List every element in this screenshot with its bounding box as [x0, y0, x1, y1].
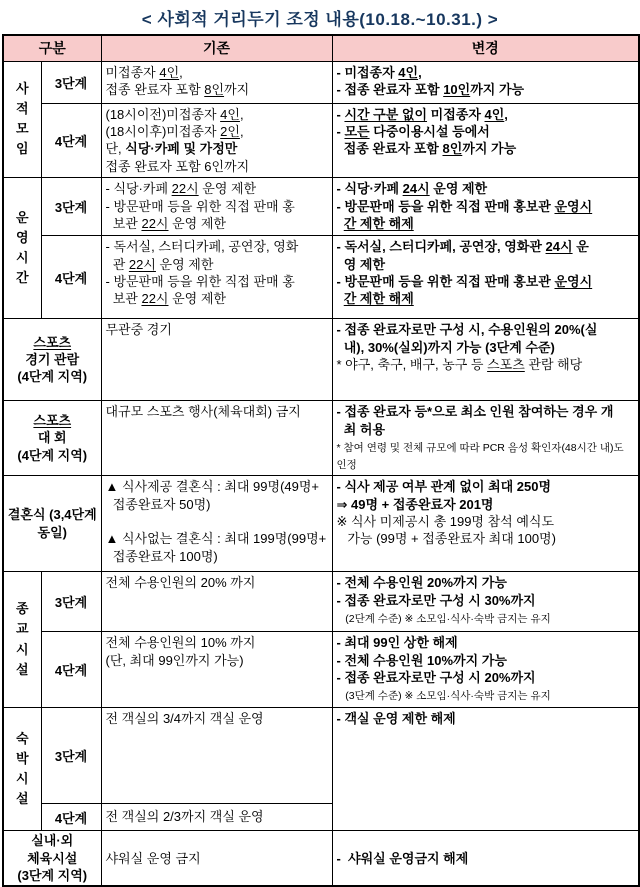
table-row [3, 831, 639, 887]
section-label-weddings: 결혼식 (3,4단계 동일) [3, 476, 101, 572]
section-label-operating-hours: 운 영 시 간 [3, 178, 41, 319]
distancing-table [2, 34, 640, 887]
table-row [3, 236, 639, 319]
table-row [3, 401, 639, 476]
stage-label: 4단계 [41, 804, 101, 831]
cell-lodging-after: - 객실 운영 제한 해제 [332, 708, 639, 831]
cell-gyms-before: 샤워실 운영 금지 [101, 831, 332, 887]
page-title: < 사회적 거리두기 조정 내용(10.18.~10.31.) > [141, 10, 499, 29]
header-before: 기존 [101, 35, 332, 61]
stage-label: 4단계 [41, 103, 101, 178]
cell-private-stage4-after: - 시간 구분 없이 미접종자 4인, - 모든 다중이용시설 등에서 접종 완료자 포함 8인까지 가능 [332, 103, 639, 178]
table-row [3, 61, 639, 103]
cell-lodging-stage3-before: 전 객실의 3/4까지 객실 운영 [101, 708, 332, 804]
stage-label: 3단계 [41, 61, 101, 103]
cell-hours-stage3-after: - 식당·카페 24시 운영 제한 - 방문판매 등을 위한 직접 판매 홍보관 운영시 간 제한 해제 [332, 178, 639, 236]
cell-sports-spectating-after: - 접종 완료자로만 구성 시, 수용인원의 20%(실 내), 30%(실외)까지 가능 (3단계 수준) * 야구, 축구, 배구, 농구 등 스포츠 관람 해당 [332, 319, 639, 401]
cell-religious-stage4-before: 전체 수용인원의 10% 까지 (단, 최대 99인까지 가능) [101, 632, 332, 708]
cell-religious-stage3-before: 전체 수용인원의 20% 까지 [101, 572, 332, 632]
stage-label: 3단계 [41, 708, 101, 804]
table-row [3, 572, 639, 632]
stage-label: 3단계 [41, 572, 101, 632]
table-row [3, 476, 639, 572]
cell-sports-events-after: - 접종 완료자 등*으로 최소 인원 참여하는 경우 개 최 허용 * 참여 연령 및 전체 규모에 따라 PCR 음성 확인자(48시간 내)도 인정 [332, 401, 639, 476]
table-row [3, 708, 639, 804]
section-label-indoor-outdoor-gyms: 실내·외 체육시설 (3단계 지역) [3, 831, 101, 887]
table-header-row [3, 35, 639, 61]
section-label-private-gathering: 사 적 모 임 [3, 61, 41, 178]
table-row [3, 178, 639, 236]
cell-weddings-after: - 식사 제공 여부 관계 없이 최대 250명 ⇒ 49명 + 접종완료자 201명 ※ 식사 미제공시 총 199명 참석 예식도 가능 (99명 + 접종완료자 최대 100명) [332, 476, 639, 572]
section-label-religious-facilities: 종 교 시 설 [3, 572, 41, 708]
stage-label: 3단계 [41, 178, 101, 236]
section-label-lodging-facilities: 숙 박 시 설 [3, 708, 41, 831]
cell-sports-events-before: 대규모 스포츠 행사(체육대회) 금지 [101, 401, 332, 476]
table-row [3, 319, 639, 401]
stage-label: 4단계 [41, 632, 101, 708]
cell-weddings-before: ▲ 식사제공 결혼식 : 최대 99명(49명+ 접종완료자 50명) ▲ 식사없는 결혼식 : 최대 199명(99명+ 접종완료자 100명) [101, 476, 332, 572]
cell-hours-stage4-after: - 독서실, 스터디카페, 공연장, 영화관 24시 운 영 제한 - 방문판매 등을 위한 직접 판매 홍보관 운영시 간 제한 해제 [332, 236, 639, 319]
header-after: 변경 [332, 35, 639, 61]
cell-religious-stage4-after: - 최대 99인 상한 해제 - 전체 수용인원 10%까지 가능 - 접종 완료자로만 구성 시 20%까지 (3단계 수준) ※ 소모임·식사·숙박 금지는 유지 [332, 632, 639, 708]
stage-label: 4단계 [41, 236, 101, 319]
cell-lodging-stage4-before: 전 객실의 2/3까지 객실 운영 [101, 804, 332, 831]
cell-hours-stage3-before: - 식당·카페 22시 운영 제한 - 방문판매 등을 위한 직접 판매 홍 보관 22시 운영 제한 [101, 178, 332, 236]
cell-religious-stage3-after: - 전체 수용인원 20%까지 가능 - 접종 완료자로만 구성 시 30%까지 (2단계 수준) ※ 소모임·식사·숙박 금지는 유지 [332, 572, 639, 632]
cell-sports-spectating-before: 무관중 경기 [101, 319, 332, 401]
section-label-sports-spectating: 스포츠 경기 관람 (4단계 지역) [3, 319, 101, 401]
table-row [3, 103, 639, 178]
cell-hours-stage4-before: - 독서실, 스터디카페, 공연장, 영화 관 22시 운영 제한 - 방문판매 등을 위한 직접 판매 홍 보관 22시 운영 제한 [101, 236, 332, 319]
cell-private-stage4-before: (18시이전)미접종자 4인, (18시이후)미접종자 2인, 단, 식당·카페 및 가정만 접종 완료자 포함 6인까지 [101, 103, 332, 178]
cell-gyms-after: - 샤워실 운영금지 해제 [332, 831, 639, 887]
cell-private-stage3-after: - 미접종자 4인, - 접종 완료자 포함 10인까지 가능 [332, 61, 639, 103]
header-category: 구분 [3, 35, 101, 61]
section-label-sports-events: 스포츠 대 회 (4단계 지역) [3, 401, 101, 476]
table-row [3, 632, 639, 708]
cell-private-stage3-before: 미접종자 4인, 접종 완료자 포함 8인까지 [101, 61, 332, 103]
